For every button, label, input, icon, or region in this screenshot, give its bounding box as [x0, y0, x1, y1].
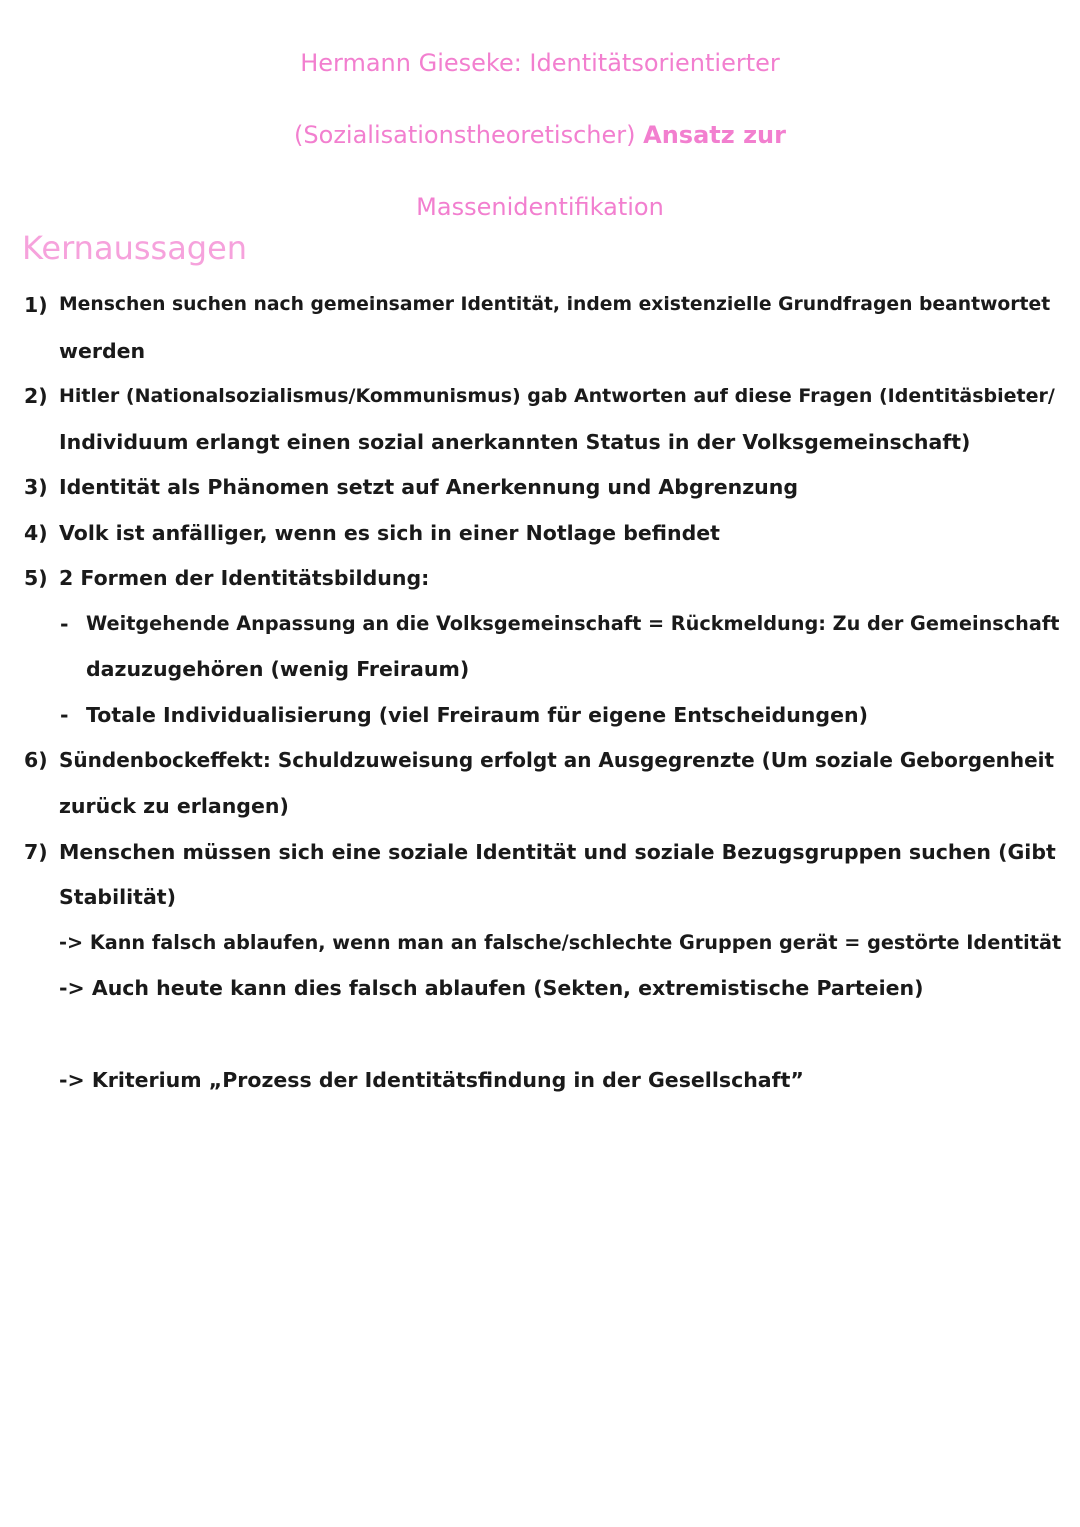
- title-line-1: Hermann Gieseke: Identitätsorientierter: [300, 49, 780, 77]
- sub-item-1-line-2: dazuzugehören (wenig Freiraum): [86, 657, 470, 681]
- item-7-line-2: Stabilität): [59, 885, 176, 909]
- title-line-2: [0, 112, 1080, 158]
- item-2-line-2: Individuum erlangt einen sozial anerkannten Status in der Volksgemeinschaft): [59, 430, 971, 454]
- item-6-line-2: zurück zu erlangen): [59, 794, 289, 818]
- item-2-number: 2): [24, 384, 48, 408]
- item-7-number: 7): [24, 840, 48, 864]
- item-5-line-1: 2 Formen der Identitätsbildung:: [59, 566, 430, 590]
- title-line-3: Massenidentifikation: [416, 193, 664, 221]
- item-4-number: 4): [24, 521, 48, 545]
- item-4-line-1: Volk ist anfälliger, wenn es sich in einer Notlage befindet: [59, 521, 720, 545]
- sub-item-1-line-1: Weitgehende Anpassung an die Volksgemeinschaft = Rückmeldung: Zu der Gemeinschaft: [86, 612, 1060, 635]
- item-2-line-1: Hitler (Nationalsozialismus/Kommunismus) gab Antworten auf diese Fragen (Identitäsbieter/: [59, 385, 1055, 407]
- sub-item-1-dash: -: [60, 612, 69, 636]
- arrow-note-2: -> Auch heute kann dies falsch ablaufen (Sekten, extremistische Parteien): [59, 976, 924, 1000]
- item-3-number: 3): [24, 475, 48, 499]
- item-1-number: 1): [24, 293, 48, 317]
- section-heading-kernaussagen: Kernaussagen: [22, 229, 248, 267]
- item-6-line-1: Sündenbockeffekt: Schuldzuweisung erfolgt an Ausgegrenzte (Um soziale Geborgenheit: [59, 748, 1055, 772]
- sub-item-2-line-1: Totale Individualisierung (viel Freiraum für eigene Entscheidungen): [86, 703, 868, 727]
- item-1-line-1: Menschen suchen nach gemeinsamer Identität, indem existenzielle Grundfragen beantwortet: [59, 294, 1051, 315]
- title-line-2-part-b: Ansatz zur: [643, 121, 786, 149]
- item-3-line-1: Identität als Phänomen setzt auf Anerkennung und Abgrenzung: [59, 475, 799, 499]
- item-6-number: 6): [24, 748, 48, 772]
- item-7-line-1: Menschen müssen sich eine soziale Identität und soziale Bezugsgruppen suchen (Gibt: [59, 840, 1056, 864]
- item-5-number: 5): [24, 566, 48, 590]
- criterion-note: -> Kriterium „Prozess der Identitätsfindung in der Gesellschaft”: [59, 1068, 804, 1092]
- sub-item-2-dash: -: [60, 703, 69, 727]
- arrow-note-1: -> Kann falsch ablaufen, wenn man an falsche/schlechte Gruppen gerät = gestörte Identität: [59, 931, 1062, 954]
- item-1-line-2: werden: [59, 339, 146, 363]
- title-line-2-part-a: (Sozialisationstheoretischer): [294, 121, 636, 149]
